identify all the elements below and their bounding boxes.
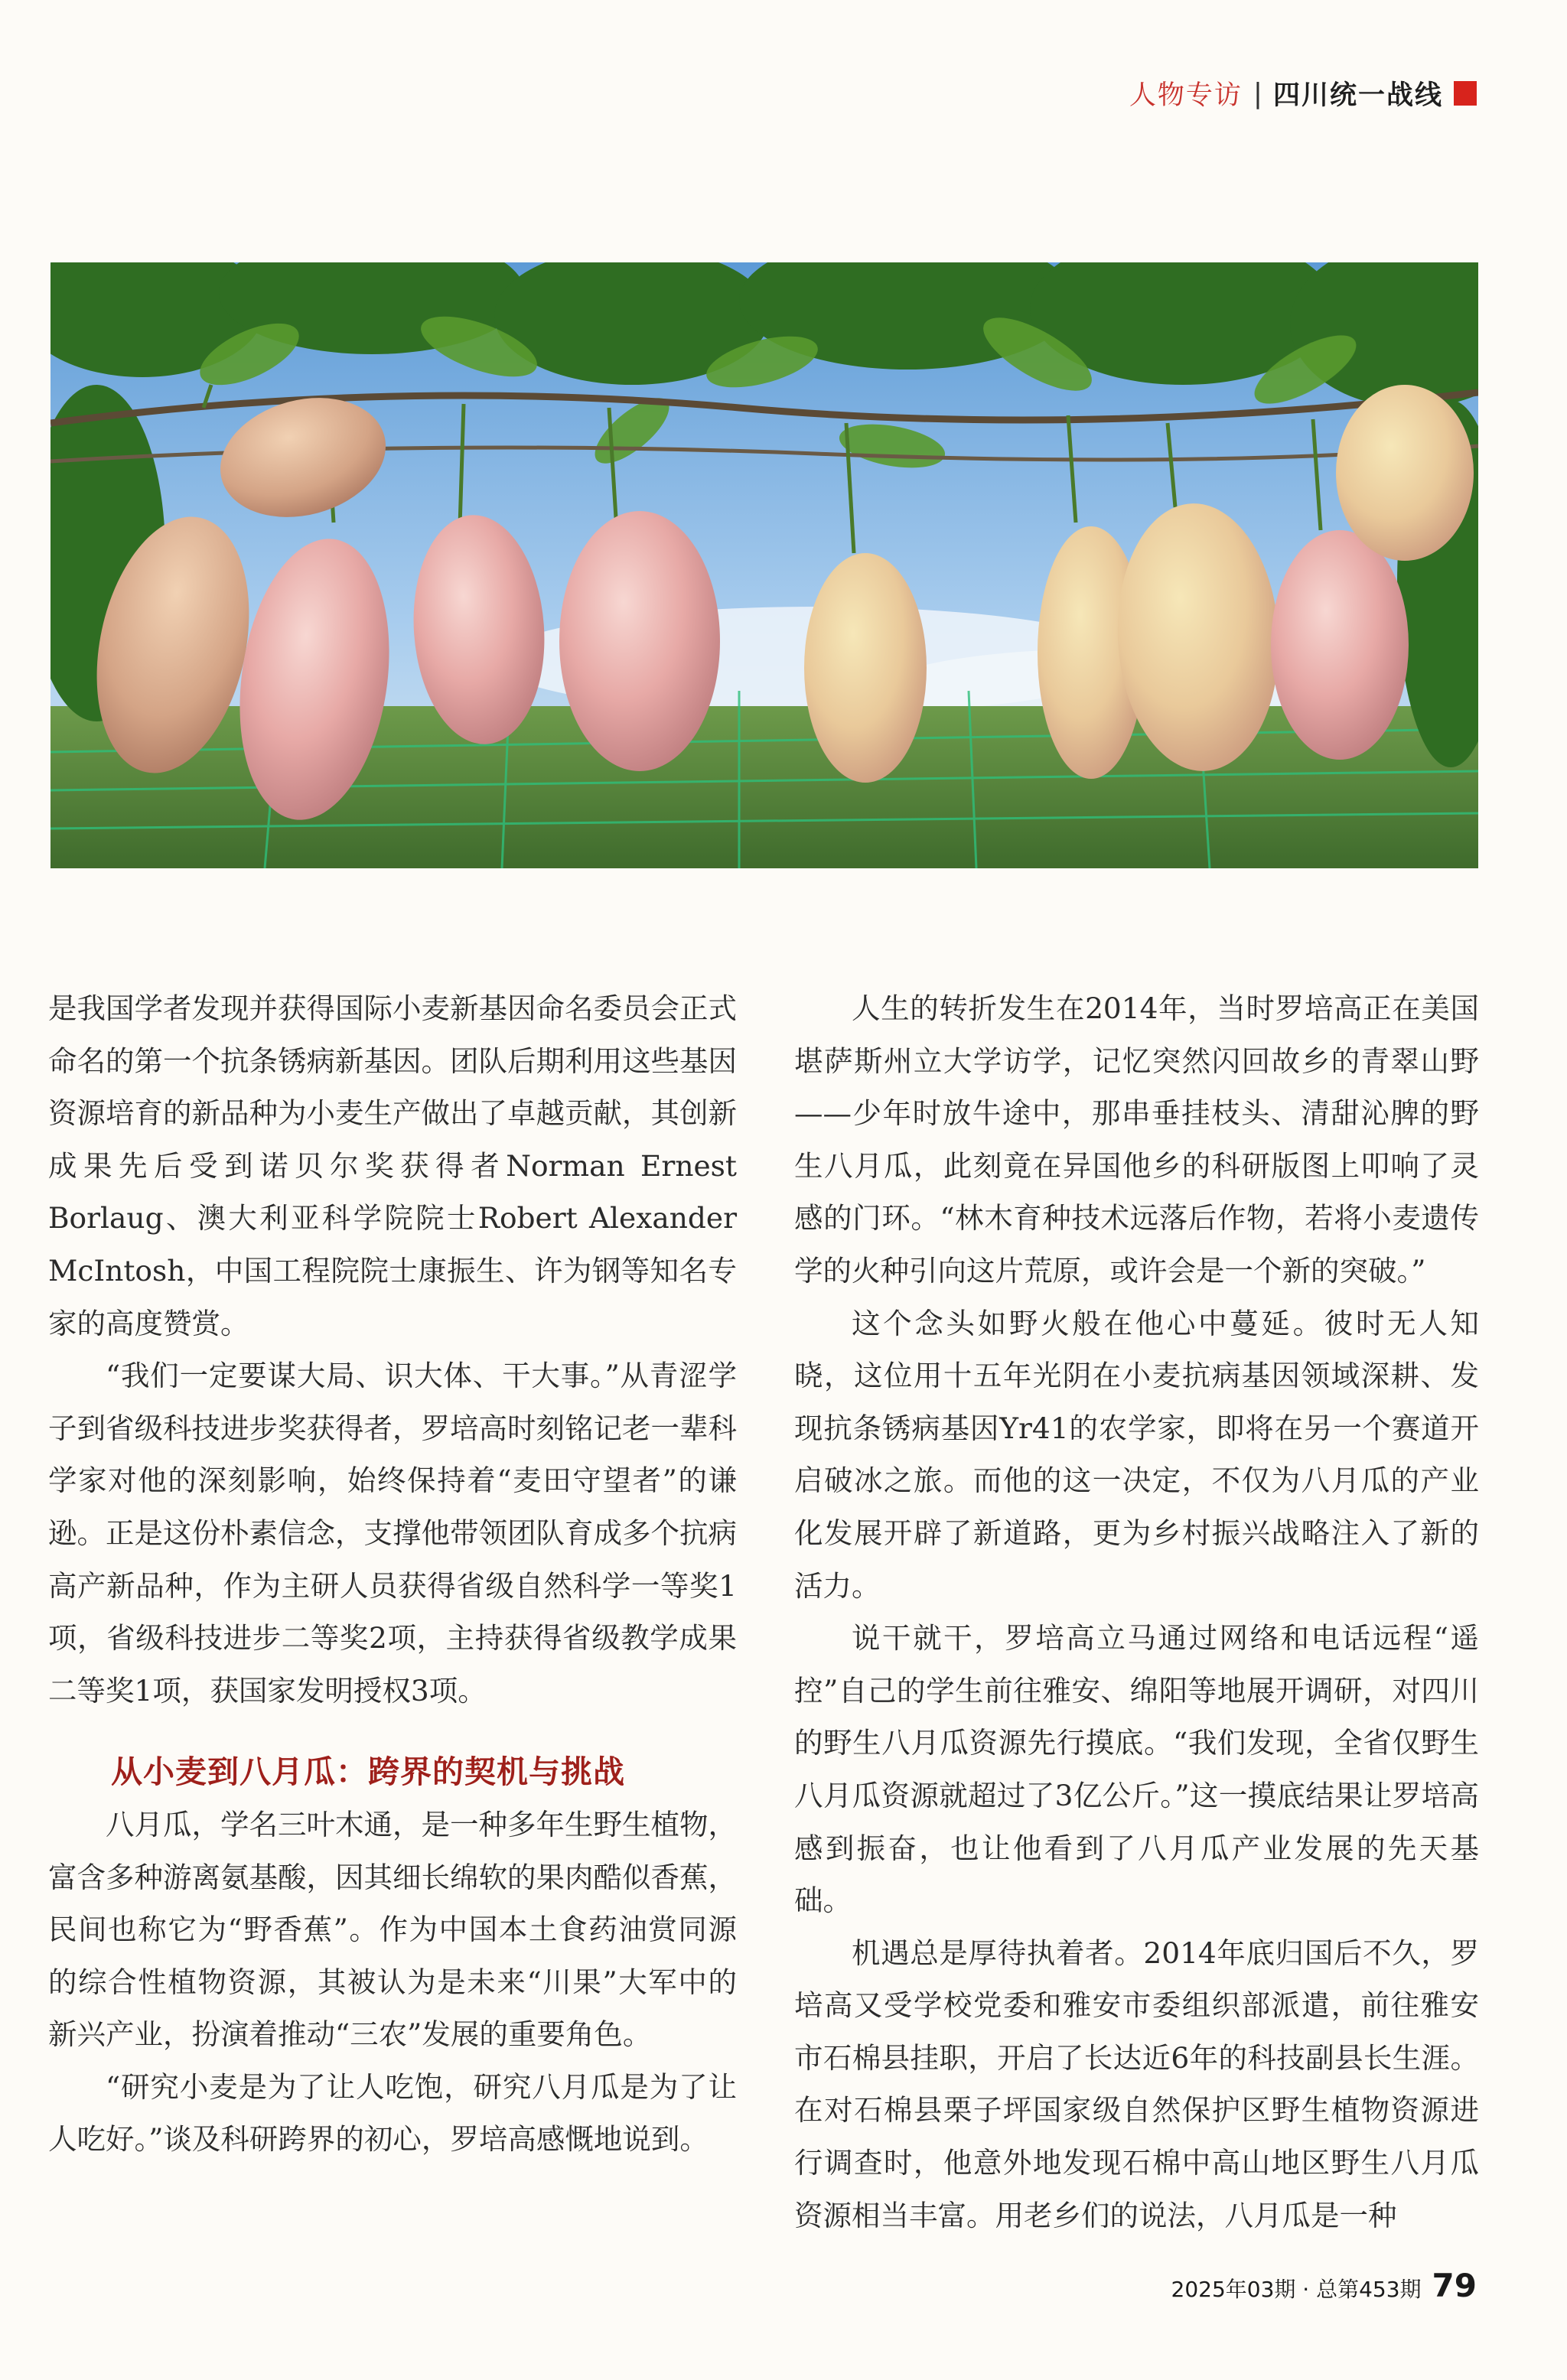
right-column	[794, 982, 1479, 2242]
red-square-mark	[1454, 81, 1477, 106]
fruit-photo	[50, 262, 1478, 868]
page-footer	[1171, 2267, 1477, 2304]
paragraph: 八月瓜，学名三叶木通，是一种多年生野生植物，富含多种游离氨基酸，因其细长绵软的果肉酷似香蕉，民间也称它为“野香蕉”。作为中国本土食药油赏同源的综合性植物资源，其被认为是未来“川果”大军中的新兴产业，扮演着推动“三农”发展的重要角色。	[48, 1807, 737, 2052]
page-number: 79	[1432, 2267, 1477, 2304]
akebia-fruit-image	[50, 262, 1478, 868]
left-column	[48, 982, 737, 2166]
section-heading: 从小麦到八月瓜：跨界的契机与挑战	[111, 1753, 625, 1791]
magazine-name: 四川统一战线	[1272, 80, 1443, 111]
page-header	[1129, 75, 1477, 112]
paragraph: “我们一定要谋大局、识大体、干大事。”从青涩学子到省级科技进步奖获得者，罗培高时刻铭记老一辈科学家对他的深刻影响，始终保持着“麦田守望者”的谦逊。正是这份朴素信念，支撑他带领团队育成多个抗病高产新品种，作为主研人员获得省级自然科学一等奖1项，省级科技进步二等奖2项，主持获得省级教学成果二等奖1项，获国家发明授权3项。	[48, 1359, 737, 1708]
section-label: 人物专访	[1129, 80, 1243, 111]
paragraph: “研究小麦是为了让人吃饱，研究八月瓜是为了让人吃好。”谈及科研跨界的初心，罗培高感慨地说到。	[48, 2069, 737, 2157]
header-separator: |	[1253, 77, 1262, 109]
issue-info: 2025年03期 · 总第453期	[1171, 2277, 1422, 2302]
paragraph: 这个念头如野火般在他心中蔓延。彼时无人知晓，这位用十五年光阴在小麦抗病基因领域深耕、发现抗条锈病基因Yr41的农学家，即将在另一个赛道开启破冰之旅。而他的这一决定，不仅为八月瓜的产业化发展开辟了新道路，更为乡村振兴战略注入了新的活力。	[794, 1306, 1479, 1603]
paragraph: 人生的转折发生在2014年，当时罗培高正在美国堪萨斯州立大学访学，记忆突然闪回故乡的青翠山野——少年时放牛途中，那串垂挂枝头、清甜沁脾的野生八月瓜，此刻竟在异国他乡的科研版图上叩响了灵感的门环。“林木育种技术远落后作物，若将小麦遗传学的火种引向这片荒原，或许会是一个新的突破。”	[794, 991, 1479, 1288]
paragraph: 机遇总是厚待执着者。2014年底归国后不久，罗培高又受学校党委和雅安市委组织部派遣，前往雅安市石棉县挂职，开启了长达近6年的科技副县长生涯。在对石棉县栗子坪国家级自然保护区野生植物资源进行调查时，他意外地发现石棉中高山地区野生八月瓜资源相当丰富。用老乡们的说法，八月瓜是一种	[794, 1936, 1479, 2232]
paragraph: 说干就干，罗培高立马通过网络和电话远程“遥控”自己的学生前往雅安、绵阳等地展开调研，对四川的野生八月瓜资源先行摸底。“我们发现，全省仅野生八月瓜资源就超过了3亿公斤。”这一摸底结果让罗培高感到振奋，也让他看到了八月瓜产业发展的先天基础。	[794, 1621, 1479, 1918]
paragraph: 是我国学者发现并获得国际小麦新基因命名委员会正式命名的第一个抗条锈病新基因。团队后期利用这些基因资源培育的新品种为小麦生产做出了卓越贡献，其创新成果先后受到诺贝尔奖获得者Norman Ernest Borlaug、澳大利亚科学院院士Robert Alexander McIntosh，中国工程院院士康振生、许为钢等知名专家的高度赞赏。	[48, 991, 737, 1340]
